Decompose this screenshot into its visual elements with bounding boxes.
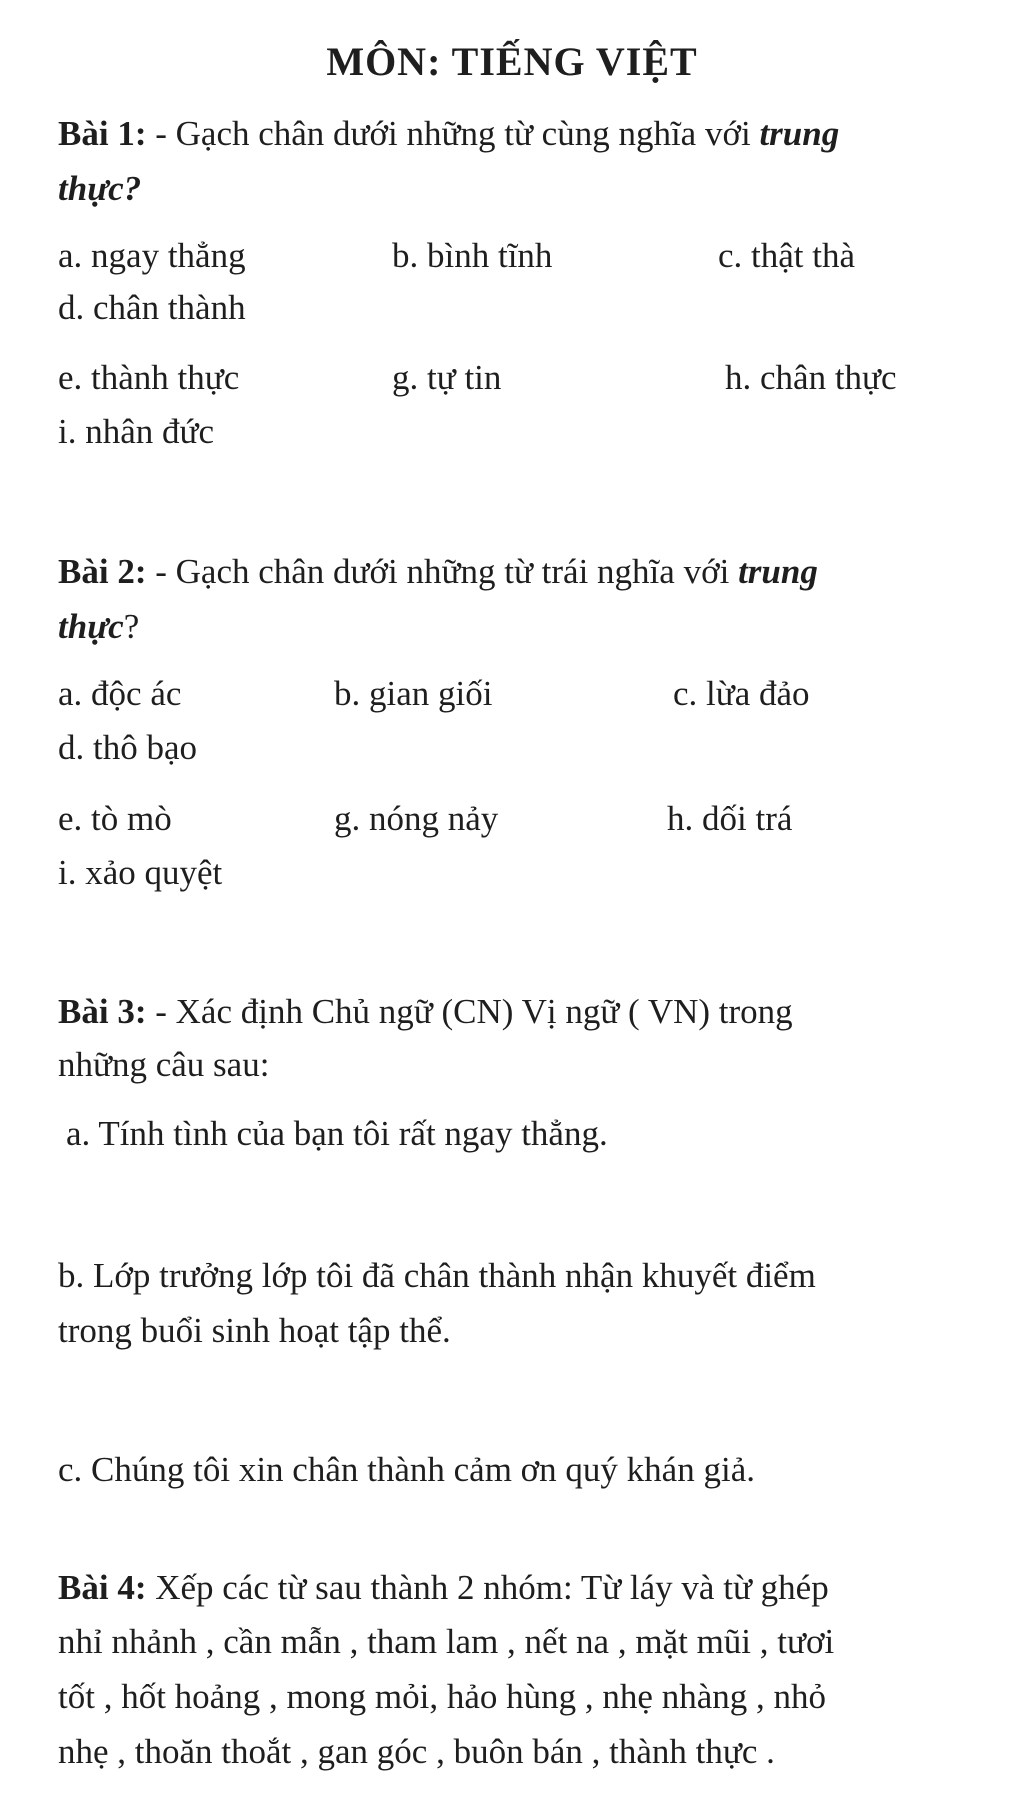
bai1-option-e: e. thành thực <box>58 358 240 397</box>
bai2-emph2-tail: ? <box>123 607 140 646</box>
bai1-text: - Gạch chân dưới những từ cùng nghĩa với <box>146 114 760 153</box>
bai2-question-cont <box>58 605 139 649</box>
bai2-text: - Gạch chân dưới những từ trái nghĩa với <box>146 552 739 591</box>
bai2-option-a: a. độc ác <box>58 674 182 713</box>
bai1-option-h: h. chân thực <box>725 358 897 397</box>
bai3-sentence-a: a. Tính tình của bạn tôi rất ngay thẳng. <box>66 1114 608 1153</box>
bai1-emph2: thực? <box>58 169 142 208</box>
bai2-emph2: thực <box>58 607 124 646</box>
bai1-option-c: c. thật thà <box>718 236 856 275</box>
bai4-words-line3: nhẹ , thoăn thoắt , gan góc , buôn bán , thành thực . <box>58 1732 775 1771</box>
bai3-text: - Xác định Chủ ngữ (CN) Vị ngữ ( VN) trong <box>146 992 793 1031</box>
bai3-sentence-c: c. Chúng tôi xin chân thành cảm ơn quý khán giả. <box>58 1450 755 1489</box>
bai2-option-c: c. lừa đảo <box>673 674 810 713</box>
bai2-option-i: i. xảo quyệt <box>58 853 223 892</box>
bai3-sentence-b1: b. Lớp trưởng lớp tôi đã chân thành nhận khuyết điểm <box>58 1256 816 1295</box>
bai2-option-e: e. tò mò <box>58 799 172 838</box>
bai2-emph: trung <box>738 552 818 591</box>
bai4-label: Bài 4: <box>58 1568 147 1607</box>
bai1-emph: trung <box>759 114 840 153</box>
bai3-label: Bài 3: <box>58 992 147 1031</box>
bai2-option-h: h. dối trá <box>667 799 793 838</box>
bai1-label: Bài 1: <box>58 114 147 153</box>
bai1-option-d: d. chân thành <box>58 288 246 327</box>
bai1-question-cont <box>58 167 141 211</box>
bai2-option-g: g. nóng nảy <box>334 799 499 838</box>
page-title: MÔN: TIẾNG VIỆT <box>326 39 698 84</box>
bai3-question <box>58 990 793 1034</box>
bai2-question <box>58 550 818 594</box>
bai1-option-a: a. ngay thẳng <box>58 236 246 275</box>
bai4-words-line1: nhỉ nhảnh , cần mẫn , tham lam , nết na , mặt mũi , tươi <box>58 1622 835 1661</box>
bai4-question <box>58 1566 829 1610</box>
bai1-option-g: g. tự tin <box>392 358 502 397</box>
bai2-label: Bài 2: <box>58 552 147 591</box>
bai2-option-b: b. gian giối <box>334 674 493 713</box>
bai1-option-b: b. bình tĩnh <box>392 236 553 275</box>
bai4-text: Xếp các từ sau thành 2 nhóm: Từ láy và từ ghép <box>146 1568 829 1607</box>
bai4-words-line2: tốt , hốt hoảng , mong mỏi, hảo hùng , nhẹ nhàng , nhỏ <box>58 1677 826 1716</box>
bai1-option-i: i. nhân đức <box>58 412 215 451</box>
bai3-question-cont: những câu sau: <box>58 1045 270 1084</box>
bai2-option-d: d. thô bạo <box>58 728 198 767</box>
bai3-sentence-b2: trong buổi sinh hoạt tập thể. <box>58 1311 451 1350</box>
bai1-question <box>58 112 839 156</box>
